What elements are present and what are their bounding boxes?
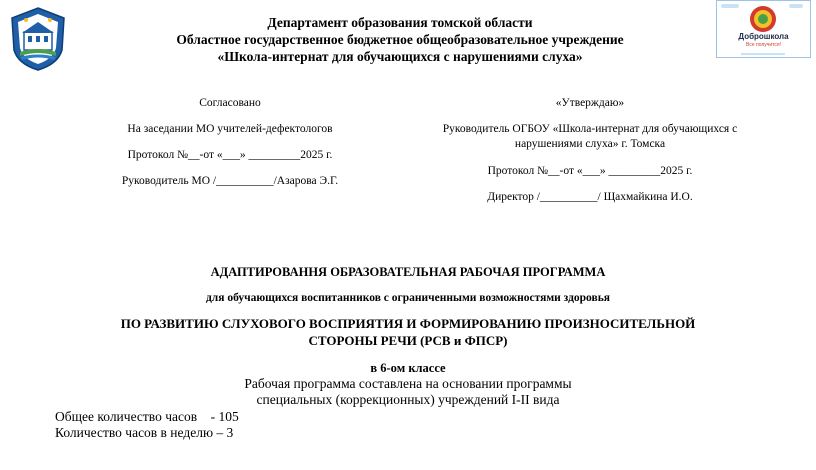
header-institution-type: Областное государственное бюджетное общеобразовательное учреждение xyxy=(176,32,624,47)
document-header xyxy=(150,14,650,65)
left-protocol-text: Протокол №__-от «___» _________2025 г. xyxy=(127,149,333,161)
header-department: Департамент образования томской области xyxy=(267,15,533,30)
director-title-line2: нарушениями слуха» г. Томска xyxy=(514,138,666,150)
program-subject-line1: ПО РАЗВИТИЮ СЛУХОВОГО ВОСПРИЯТИЯ И ФОРМИРОВАНИЮ ПРОИЗНОСИТЕЛЬНОЙ xyxy=(120,316,696,331)
school-emblem-logo xyxy=(8,6,68,72)
program-hours xyxy=(55,409,239,441)
approve-label: «Утверждаю» xyxy=(555,97,625,109)
program-basis-line2: специальных (коррекционных) учреждений I-II вида xyxy=(256,392,560,407)
dobroshkola-logo xyxy=(716,0,811,58)
dobroshkola-title: Доброшкола xyxy=(738,32,789,41)
meeting-text: На заседании МО учителей-дефектологов xyxy=(127,123,333,135)
program-subject xyxy=(60,315,756,349)
program-basis-line1: Рабочая программа составлена на основании программы xyxy=(244,376,572,391)
program-subject-line2: СТОРОНЫ РЕЧИ (РСВ и ФПСР) xyxy=(308,333,508,348)
header-school-name: «Школа-интернат для обучающихся с нарушениями слуха» xyxy=(217,49,583,64)
program-grade: в 6-ом классе xyxy=(370,361,446,375)
director-title-line1: Руководитель ОГБОУ «Школа-интернат для обучающихся с xyxy=(442,123,738,135)
agreed-label: Согласовано xyxy=(199,97,261,109)
mo-head-signature: Руководитель МО /__________/Азарова Э.Г. xyxy=(121,175,339,187)
program-basis xyxy=(80,376,736,408)
director-signature: Директор /__________/ Щахмайкина И.О. xyxy=(487,191,693,203)
right-protocol-text: Протокол №__-от «___» _________2025 г. xyxy=(487,165,693,177)
hours-total: Общее количество часов - 105 xyxy=(55,409,239,424)
dobroshkola-subtitle: Все получится! xyxy=(745,42,782,48)
hours-per-week: Количество часов в неделю – 3 xyxy=(55,425,234,440)
program-audience: для обучающихся воспитанников с ограниченными возможностями здоровья xyxy=(205,292,611,304)
program-title: АДАПТИРОВАННЯ ОБРАЗОВАТЕЛЬНАЯ РАБОЧАЯ ПРОГРАММА xyxy=(210,265,606,279)
